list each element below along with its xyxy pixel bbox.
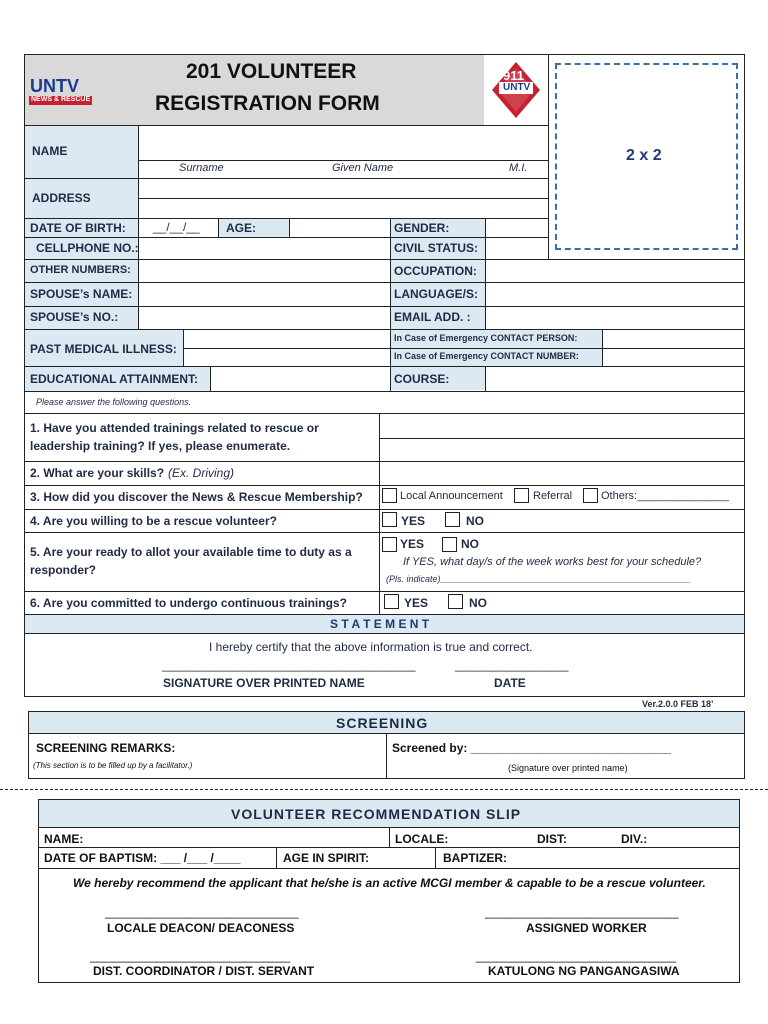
rule	[389, 828, 390, 847]
untv-logo-text: UNTV	[30, 76, 79, 96]
slip-baptism-label[interactable]: DATE OF BAPTISM: ___ /___ /____	[44, 851, 241, 865]
q2-answer-input[interactable]	[381, 463, 743, 483]
untv-logo-sub: NEWS & RESCUE	[31, 96, 91, 103]
q4-no-checkbox[interactable]	[445, 512, 460, 527]
rule	[25, 306, 745, 307]
rule	[25, 485, 745, 486]
q6-yes-label: YES	[404, 596, 429, 610]
rule	[25, 591, 745, 592]
q5-no-label: NO	[461, 537, 479, 551]
q1-line1: 1. Have you attended trainings related to rescue or	[30, 421, 319, 435]
untv-logo-bar	[29, 96, 92, 105]
rule	[25, 125, 548, 126]
cut-line	[0, 789, 768, 790]
signature-line[interactable]: ______________________________________	[162, 658, 416, 672]
q6-yes-checkbox[interactable]	[384, 594, 399, 609]
spouse-no-label: SPOUSE’s NO.:	[30, 310, 119, 324]
emblem-untv: UNTV	[503, 82, 531, 93]
rule	[390, 218, 391, 391]
sig-katulong-label: KATULONG NG PANGANGASIWA	[488, 964, 680, 978]
q3-text: 3. How did you discover the News & Rescue Membership?	[30, 490, 363, 504]
rule	[25, 461, 745, 462]
rule	[25, 218, 548, 219]
given-name-hint: Given Name	[332, 162, 394, 174]
screening-remarks-note: (This section is to be filled up by a facilitator.)	[33, 761, 193, 770]
q3-others-checkbox[interactable]	[583, 488, 598, 503]
q5-line1: 5. Are your ready to allot your available time to duty as a	[30, 545, 352, 559]
rule	[39, 847, 739, 848]
rule	[25, 329, 745, 330]
rule	[25, 391, 745, 392]
past-medical-label: PAST MEDICAL ILLNESS:	[30, 342, 177, 356]
address-label: ADDRESS	[32, 191, 91, 205]
rule	[379, 413, 380, 614]
q3-others-label: Others:_______________	[601, 490, 729, 502]
slip-title: VOLUNTEER RECOMMENDATION SLIP	[231, 806, 522, 822]
q3-referral-label: Referral	[533, 490, 573, 502]
q2-hint: (Ex. Driving)	[168, 466, 235, 480]
emblem-911: 911	[503, 68, 524, 83]
rule	[25, 532, 745, 533]
q5-line2: responder?	[30, 563, 97, 577]
sig-worker-label: ASSIGNED WORKER	[526, 921, 647, 935]
q1-line2: leadership training? If yes, please enumerate.	[30, 439, 291, 453]
untv-logo	[29, 76, 93, 107]
911-emblem-icon	[490, 60, 542, 120]
course-label: COURSE:	[394, 372, 450, 386]
slip-baptizer-label: BAPTIZER:	[443, 851, 507, 865]
age-label: AGE:	[226, 221, 256, 235]
rule	[485, 218, 486, 329]
name-input[interactable]	[140, 127, 546, 159]
slip-recommend-text: We hereby recommend the applicant that he/she is an active MCGI member & capable to be a rescue volunteer.	[73, 876, 706, 890]
instruction-text: Please answer the following questions.	[36, 397, 192, 407]
q5-followup: If YES, what day/s of the week works best for your schedule?	[403, 556, 702, 568]
sig-coordinator-label: DIST. COORDINATOR / DIST. SERVANT	[93, 964, 315, 978]
screening-remarks-label: SCREENING REMARKS:	[36, 741, 176, 755]
gender-label: GENDER:	[394, 221, 450, 235]
rule	[25, 366, 745, 367]
rule	[183, 329, 184, 366]
mi-hint: M.I.	[509, 162, 528, 174]
rule	[25, 237, 548, 238]
sig-line-coordinator[interactable]: ______________________________	[90, 949, 291, 963]
q4-no-label: NO	[466, 514, 484, 528]
rule	[183, 348, 745, 349]
rule	[138, 160, 548, 161]
rule	[276, 847, 277, 868]
q4-yes-label: YES	[401, 514, 426, 528]
sig-line-katulong[interactable]: ______________________________	[476, 949, 677, 963]
screening-remarks-input[interactable]	[30, 736, 384, 777]
name-label: NAME	[32, 144, 68, 158]
q3-local-checkbox[interactable]	[382, 488, 397, 503]
sig-deacon-label: LOCALE DEACON/ DEACONESS	[107, 921, 295, 935]
rule	[218, 218, 219, 237]
rule	[289, 218, 290, 237]
screened-by-note: (Signature over printed name)	[508, 763, 628, 773]
rule	[548, 55, 549, 259]
email-label: EMAIL ADD. :	[394, 310, 471, 324]
spouse-name-label: SPOUSE’s NAME:	[30, 287, 133, 301]
q4-text: 4. Are you willing to be a rescue volunteer?	[30, 514, 277, 528]
slip-name-label: NAME:	[44, 832, 84, 846]
date-line[interactable]: _________________	[455, 658, 569, 672]
q2-text: 2. What are your skills?	[30, 466, 165, 480]
signature-label: SIGNATURE OVER PRINTED NAME	[163, 676, 365, 690]
language-label: LANGUAGE/S:	[394, 287, 478, 301]
q6-text: 6. Are you committed to undergo continuous trainings?	[30, 596, 347, 610]
sig-line-deacon[interactable]: _____________________________	[105, 905, 299, 919]
q4-yes-checkbox[interactable]	[382, 512, 397, 527]
rule	[386, 734, 387, 779]
q6-no-label: NO	[469, 596, 487, 610]
screened-by-label[interactable]: Screened by: ______________________________	[392, 741, 671, 755]
screening-title: SCREENING	[336, 715, 429, 731]
emergency-number-label: In Case of Emergency CONTACT NUMBER:	[394, 351, 579, 361]
dob-blank[interactable]: __/__/__	[153, 220, 200, 234]
form-title-line2: REGISTRATION FORM	[155, 92, 380, 115]
rule	[435, 847, 436, 868]
photo-size-label: 2 x 2	[626, 147, 662, 164]
rule	[25, 178, 548, 179]
slip-locale-label: LOCALE:	[395, 832, 449, 846]
q3-local-label: Local Announcement	[400, 490, 503, 502]
address-input[interactable]	[140, 180, 546, 216]
q5-no-checkbox[interactable]	[442, 537, 457, 552]
emergency-person-label: In Case of Emergency CONTACT PERSON:	[394, 333, 578, 343]
slip-dist-label: DIST:	[537, 832, 567, 846]
q6-no-checkbox[interactable]	[448, 594, 463, 609]
surname-hint: Surname	[179, 162, 224, 174]
rule	[25, 259, 745, 260]
education-label: EDUCATIONAL ATTAINMENT:	[30, 372, 198, 386]
date-label: DATE	[494, 676, 526, 690]
occupation-label: OCCUPATION:	[394, 264, 477, 278]
slip-age-spirit-label: AGE IN SPIRIT:	[283, 851, 370, 865]
rule	[25, 509, 745, 510]
slip-div-label: DIV.:	[621, 832, 648, 846]
dob-label: DATE OF BIRTH:	[30, 221, 126, 235]
other-numbers-label: OTHER NUMBERS:	[30, 264, 131, 276]
rule	[138, 125, 139, 330]
rule	[485, 366, 486, 391]
civil-status-label: CIVIL STATUS:	[394, 241, 478, 255]
q5-indicate[interactable]: (Pls. indicate)__________________________________________________	[386, 574, 691, 584]
rule	[25, 413, 745, 414]
statement-title: S T A T E M E N T	[330, 617, 430, 631]
rule	[210, 366, 211, 391]
statement-text: I hereby certify that the above information is true and correct.	[209, 640, 533, 654]
q5-yes-label: YES	[400, 537, 425, 551]
rule	[25, 282, 745, 283]
rule	[602, 329, 603, 366]
version-label: Ver.2.0.0 FEB 18’	[642, 699, 714, 709]
form-title-line1: 201 VOLUNTEER	[186, 60, 357, 83]
q1-answer-input[interactable]	[381, 415, 743, 459]
cellphone-label: CELLPHONE NO.:	[36, 241, 139, 255]
q5-yes-checkbox[interactable]	[382, 537, 397, 552]
sig-line-worker[interactable]: _____________________________	[485, 905, 679, 919]
rule	[39, 868, 739, 869]
q3-referral-checkbox[interactable]	[514, 488, 529, 503]
